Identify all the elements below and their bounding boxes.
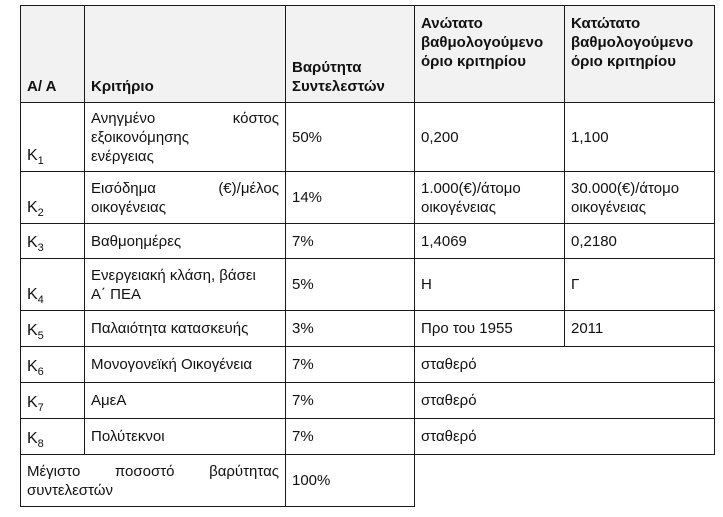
- fixed-limit-value: σταθερό: [415, 383, 715, 419]
- criterion-code: $K_1$: [21, 103, 85, 172]
- lower-limit-value: 30.000(€)/άτομο οικογένειας: [565, 172, 715, 224]
- weight-value: 14%: [286, 172, 415, 224]
- table-row: [21, 383, 715, 419]
- criterion-name: Εισόδημα (€)/μέλος οικογένειας: [85, 172, 286, 224]
- upper-limit-value: 1.000(€)/άτομο οικογένειας: [415, 172, 565, 224]
- table-row: [21, 259, 715, 311]
- table-row: [21, 419, 715, 455]
- header-upper-limit: Ανώτατο βαθμολογούμενο όριο κριτηρίου: [415, 6, 565, 103]
- criterion-code: $K_2$: [21, 172, 85, 224]
- upper-limit-value: 1,4069: [415, 224, 565, 259]
- upper-limit-value: 0,200: [415, 103, 565, 172]
- criterion-name: Παλαιότητα κατασκευής: [85, 311, 286, 347]
- criterion-name: Μονογονεϊκή Οικογένεια: [85, 347, 286, 383]
- criterion-code: $K_3$: [21, 224, 85, 259]
- criterion-name: Πολύτεκνοι: [85, 419, 286, 455]
- criterion-name: Ανηγμένο κόστος εξοικονόμησης ενέργειας: [85, 103, 286, 172]
- criterion-code: $K_8$: [21, 419, 85, 455]
- table-row: [21, 347, 715, 383]
- table-row: [21, 103, 715, 172]
- criterion-code: $K_6$: [21, 347, 85, 383]
- criterion-code: $K_4$: [21, 259, 85, 311]
- lower-limit-value: 0,2180: [565, 224, 715, 259]
- upper-limit-value: Προ του 1955: [415, 311, 565, 347]
- header-weight: Βαρύτητα Συντελεστών: [286, 6, 415, 103]
- weight-value: 3%: [286, 311, 415, 347]
- criteria-table: [20, 5, 715, 507]
- criterion-name: Βαθμοημέρες: [85, 224, 286, 259]
- criterion-code: $K_7$: [21, 383, 85, 419]
- total-weight-value: 100%: [286, 455, 415, 507]
- header-aa: Α/ Α: [21, 6, 85, 103]
- lower-limit-value: 2011: [565, 311, 715, 347]
- weight-value: 50%: [286, 103, 415, 172]
- fixed-limit-value: σταθερό: [415, 419, 715, 455]
- weight-value: 7%: [286, 224, 415, 259]
- lower-limit-value: 1,100: [565, 103, 715, 172]
- header-criterion: Κριτήριο: [85, 6, 286, 103]
- lower-limit-value: Γ: [565, 259, 715, 311]
- total-label: Μέγιστο ποσοστό βαρύτητας συντελεστών: [21, 455, 286, 507]
- upper-limit-value: Η: [415, 259, 565, 311]
- table-total-row: [21, 455, 715, 507]
- table-row: [21, 224, 715, 259]
- weight-value: 7%: [286, 383, 415, 419]
- weight-value: 7%: [286, 347, 415, 383]
- criterion-name: Ενεργειακή κλάση, βάσει Α΄ ΠΕΑ: [85, 259, 286, 311]
- table-header-row: [21, 6, 715, 103]
- weight-value: 5%: [286, 259, 415, 311]
- empty-cell: [415, 455, 715, 507]
- weight-value: 7%: [286, 419, 415, 455]
- criterion-code: $K_5$: [21, 311, 85, 347]
- criterion-name: ΑμεΑ: [85, 383, 286, 419]
- table-row: [21, 311, 715, 347]
- header-lower-limit: Κατώτατο βαθμολογούμενο όριο κριτηρίου: [565, 6, 715, 103]
- fixed-limit-value: σταθερό: [415, 347, 715, 383]
- table-row: [21, 172, 715, 224]
